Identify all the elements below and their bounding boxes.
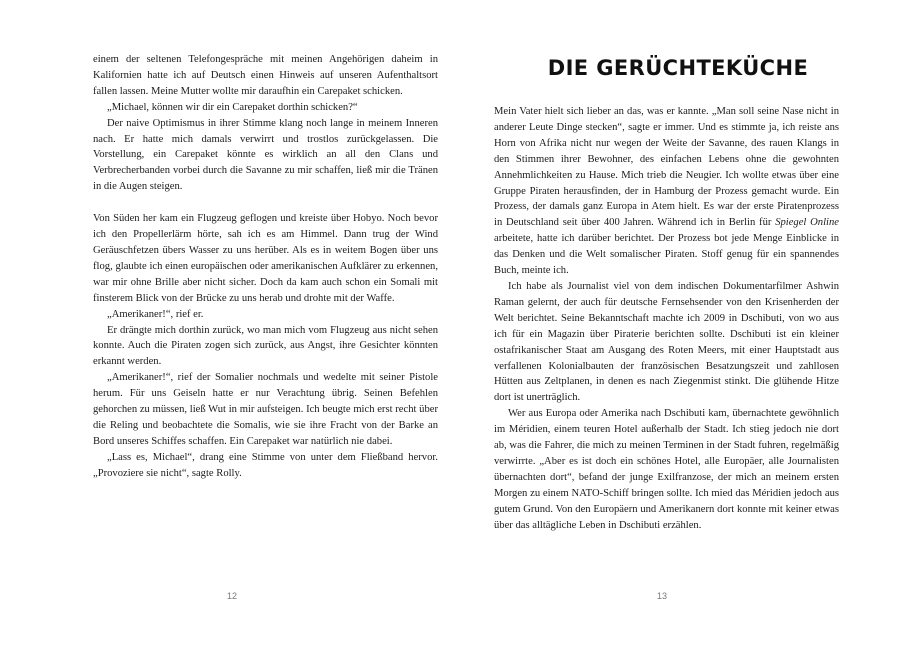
- paragraph-text: arbeitete, hatte ich darüber berichtet. Der Prozess bot jede Menge Einblicke in das Denken und die Welt somalischer Piraten. Stoff genug für ein spannendes Buch, meinte ich.: [494, 233, 839, 277]
- paragraph: einem der seltenen Telefongespräche mit meinen Angehörigen daheim in Kalifornien hatte ich auf Deutsch einen Hinweis auf unseren Aufenthaltsort fallen lassen. Meine Mutter wollte mir daraufhin ein Carepaket schicken.: [93, 54, 438, 97]
- right-page-text: [494, 104, 839, 533]
- chapter-title: DIE GERÜCHTEKÜCHE: [547, 56, 809, 80]
- paragraph: Ich habe als Journalist viel von dem indischen Dokumentarfilmer Ashwin Raman gelernt, der auch für deutsche Fernsehsender von den Krisenherden der Welt berichtet. Seine Bekanntschaft machte ich 2009 in Dschibuti, von wo aus ich für ein Magazin über Piraterie berichten sollte. Dschibuti ist ein kleiner ostafrikanischer Staat am Ausgang des Roten Meers, mit einer Hauptstadt aus verfallenen Kolonialbauten der französischen Besatzungszeit und zahllosen Hütten aus Zeltplanen, in denen es nach Ziegenmist stinkt. Die glühende Hitze dort ist unerträglich.: [494, 280, 839, 404]
- page-number: 13: [656, 591, 667, 601]
- page-number: 12: [226, 591, 237, 601]
- paragraph: Der naive Optimismus in ihrer Stimme klang noch lange in meinem Inneren nach. Er hatte mich damals verwirrt und trostlos zurückgelassen. Die Vorstellung, ein Carepaket könnte es wirklich an all den Clans und Verbrecherbanden vorbei durch die Savanne zu mir schaffen, ließ mir die Tränen in die Augen steigen.: [93, 117, 438, 193]
- paragraph: Von Süden her kam ein Flugzeug geflogen und kreiste über Hobyo. Noch bevor ich den Propellerlärm hörte, sah ich es am Himmel. Dann trug der Wind Geräuschfetzen übers Wasser zu uns herüber. Als es in weitem Bogen über uns flog, glaubte ich einen europäischen oder amerikanischen Aufklärer zu erkennen, war mir ohne Brille aber nicht sicher. Doch da kam auch schon ein Somali mit finsterem Blick von der Brücke zu uns herab und drohte mit der Waffe.: [93, 213, 438, 304]
- publication-name: Spiegel Online: [775, 217, 839, 229]
- paragraph: „Amerikaner!“, rief er.: [107, 308, 204, 320]
- paragraph: „Michael, können wir dir ein Carepaket dorthin schicken?“: [107, 101, 358, 113]
- paragraph: [494, 104, 839, 279]
- right-page: [458, 0, 916, 648]
- paragraph: „Amerikaner!“, rief der Somalier nochmals und wedelte mit seiner Pistole herum. Für uns Geiseln hatte er nur Verachtung übrig. Seinen Befehlen gehorchen zu müssen, ließ Wut in mir aufsteigen. Ich beugte mich erst recht über die Reling und beobachtete die Somalis, wie sie ihre Fracht von der Barke an Bord unseres Schiffes schaffen. Ein Carepaket war natürlich nie dabei.: [93, 372, 438, 447]
- paragraph-text: Mein Vater hielt sich lieber an das, was er kannte. „Man soll seine Nase nicht in anderer Leute Dinge stecken“, sagte er immer. Und es stimmte ja, ich reiste ans Horn von Afrika nicht nur wegen der Weite der Savanne, des rauen Klangs in den Stimmen ihrer Bewohner, des einfachen Lebens ohne die gewohnten Annehmlichkeiten zu Hause. Mich trieb die Neugier. Ich wollte etwas über eine Gruppe Piraten herausfinden, der in Hamburg der Prozess gemacht wurde. Ein Prozess, der damals ganz Europa in Atem hielt. Es war der erste Piratenprozess in Deutschland seit über 400 Jahren. Während ich in Berlin für: [494, 106, 839, 229]
- paragraph: „Lass es, Michael“, drang eine Stimme von unter dem Fließband hervor. „Provoziere sie nicht“, sagte Rolly.: [93, 451, 438, 479]
- paragraph: Wer aus Europa oder Amerika nach Dschibuti kam, übernachtete gewöhnlich im Méridien, einem teuren Hotel außerhalb der Stadt. Ich stieg jedoch nie dort ab, was die Fahrer, die mich zu meinen Terminen in der Stadt fuhren, regelmäßig verwirrte. „Aber es ist doch ein schönes Hotel, alle Europäer, alle Journalisten übernachten dort“, befand der junge Exilfranzose, der mich an meinem ersten Morgen zu einem NATO-Schiff bringen sollte. Ich mied das Méridien jedoch aus gutem Grund. Von den Europäern und Amerikanern dort konnte mit keiner etwas über das alltägliche Leben in Dschibuti erzählen.: [494, 408, 839, 531]
- left-page-text: [93, 52, 438, 482]
- paragraph: Er drängte mich dorthin zurück, wo man mich vom Flugzeug aus nicht sehen konnte. Auch die Piraten zogen sich zurück, aus Angst, ihre Gesichter könnten erkannt werden.: [93, 324, 438, 368]
